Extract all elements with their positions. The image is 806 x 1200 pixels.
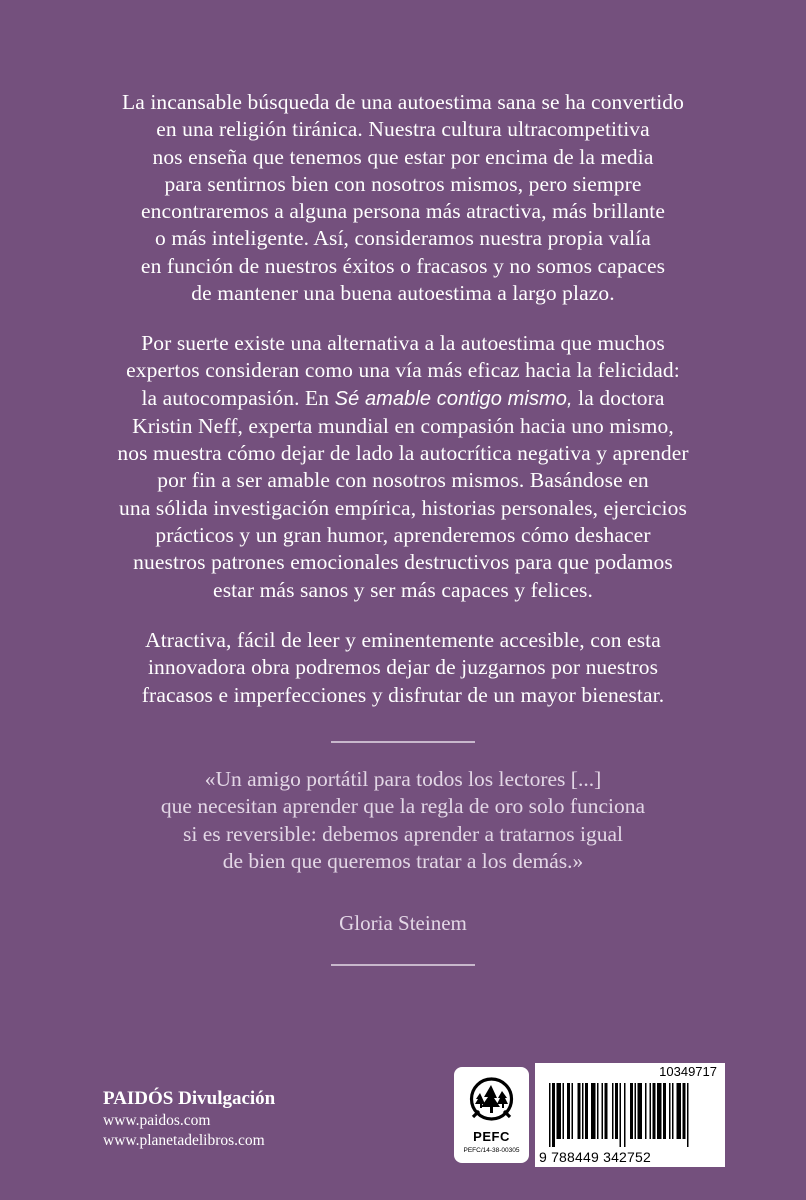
pefc-code: PEFC/14-38-00305: [463, 1147, 520, 1154]
text-line: innovadora obra podremos dejar de juzgarnos por nuestros: [147, 655, 659, 680]
barcode-reference: 10349717: [659, 1064, 717, 1079]
text-line: expertos consideran como una vía más eficaz hacia la felicidad:: [126, 358, 680, 383]
publisher-block: [103, 1087, 275, 1151]
barcode-digits: 9 788449 342752: [539, 1149, 651, 1165]
barcode-icon: [541, 1083, 719, 1147]
quote-line: si es reversible: debemos aprender a tratarnos igual: [183, 821, 623, 846]
text-line: Por suerte existe una alternativa a la autoestima que muchos: [141, 331, 665, 355]
text-line: La incansable búsqueda de una autoestima sana se ha convertido: [121, 90, 684, 114]
divider: [331, 964, 475, 966]
quote-line: «Un amigo portátil para todos los lectores [...]: [204, 767, 602, 791]
blurb-paragraph-1: [60, 89, 746, 307]
text-line: una sólida investigación empírica, historias personales, ejercicios: [119, 495, 687, 520]
text-fragment: la autocompasión. En: [141, 385, 335, 410]
text-line: nos enseña que tenemos que estar por encima de la media: [152, 144, 654, 169]
blurb-paragraph-2: [60, 330, 746, 604]
barcode-panel: [535, 1063, 725, 1167]
text-line: prácticos y un gran humor, aprenderemos cómo deshacer: [155, 523, 651, 548]
blurb-paragraph-3: [60, 627, 746, 709]
text-line: nuestros patrones emocionales destructivos para que podamos: [133, 550, 673, 575]
book-title: Sé amable contigo mismo,: [334, 387, 573, 410]
text-line: en función de nuestros éxitos o fracasos y no somos capaces: [140, 253, 666, 278]
pefc-label: PEFC: [473, 1129, 510, 1144]
text-line: de mantener una buena autoestima a largo plazo.: [191, 281, 615, 306]
testimonial-quote: [60, 766, 746, 875]
text-line: Kristin Neff, experta mundial en compasión hacia uno mismo,: [132, 413, 674, 438]
text-line: para sentirnos bien con nosotros mismos, pero siempre: [164, 171, 642, 196]
pefc-certification: [454, 1067, 529, 1163]
quote-line: que necesitan aprender que la regla de oro solo funciona: [160, 794, 646, 819]
pefc-tree-logo-icon: [467, 1073, 516, 1131]
text-fragment: la doctora: [572, 385, 665, 410]
text-line: Atractiva, fácil de leer y eminentemente accesible, con esta: [145, 628, 661, 652]
quote-author: Gloria Steinem: [339, 911, 467, 935]
divider: [331, 741, 475, 743]
text-line: estar más sanos y ser más capaces y felices.: [213, 577, 593, 602]
text-line: nos muestra cómo dejar de lado la autocrítica negativa y aprender: [117, 441, 689, 466]
quote-line: de bien que queremos tratar a los demás.»: [222, 848, 584, 873]
text-line: en una religión tiránica. Nuestra cultura ultracompetitiva: [156, 117, 650, 142]
text-line: fracasos e imperfecciones y disfrutar de un mayor bienestar.: [141, 682, 665, 707]
text-line: encontraremos a alguna persona más atractiva, más brillante: [140, 199, 666, 224]
text-line: o más inteligente. Así, consideramos nuestra propia valía: [155, 226, 651, 251]
publisher-name: PAIDÓS Divulgación: [103, 1088, 276, 1109]
publisher-url[interactable]: www.paidos.com: [103, 1112, 211, 1129]
text-line: [60, 385, 746, 413]
publisher-url[interactable]: www.planetadelibros.com: [103, 1132, 265, 1149]
text-line: por fin a ser amable con nosotros mismos. Basándose en: [157, 468, 649, 493]
